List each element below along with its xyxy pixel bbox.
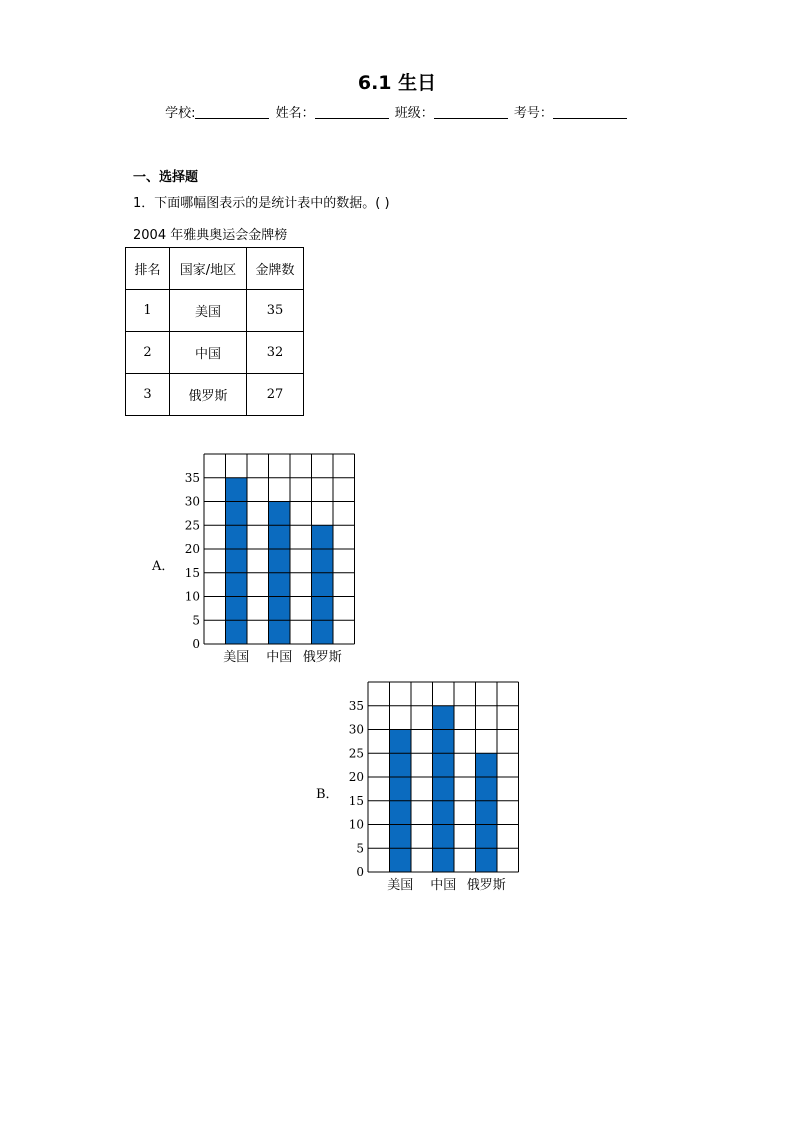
category-label: 美国 [223, 650, 250, 665]
bar [226, 478, 248, 644]
table-header-cell: 金牌数 [247, 248, 304, 290]
name-label: 姓名： [275, 106, 315, 121]
class-label: 班级： [394, 106, 434, 121]
table-row [126, 332, 304, 374]
medal-table [125, 247, 304, 416]
y-tick-label: 35 [348, 698, 364, 713]
bar-chart-option-b [334, 678, 534, 898]
y-tick-label: 35 [184, 470, 200, 485]
bar [312, 525, 334, 644]
school-label: 学校: [165, 106, 196, 121]
table-caption: 2004 年雅典奥运会金牌榜 [133, 228, 288, 243]
name-blank [315, 104, 389, 119]
table-cell: 中国 [170, 332, 247, 374]
y-tick-label: 10 [348, 817, 364, 832]
school-blank [195, 104, 269, 119]
y-tick-label: 30 [348, 722, 364, 737]
y-tick-label: 30 [184, 494, 200, 509]
option-a-label: A． [152, 559, 175, 574]
y-tick-label: 5 [192, 613, 200, 628]
class-blank [434, 104, 508, 119]
option-b-label: B． [316, 787, 339, 802]
y-tick-label: 20 [184, 542, 200, 556]
bar [433, 706, 455, 872]
category-label: 美国 [387, 878, 414, 893]
bar-chart-option-a [170, 450, 370, 670]
category-label: 中国 [430, 878, 457, 893]
y-tick-label: 25 [348, 746, 364, 761]
table-row [126, 290, 304, 332]
table-header-row [126, 248, 304, 290]
table-cell: 俄罗斯 [170, 374, 247, 416]
exam-no-label: 考号： [513, 106, 553, 121]
table-cell: 3 [126, 374, 170, 416]
bar [476, 753, 498, 872]
table-cell: 27 [247, 374, 304, 416]
student-info-line [0, 102, 794, 121]
category-label: 中国 [266, 650, 293, 665]
table-cell: 2 [126, 332, 170, 374]
table-header-cell: 排名 [126, 248, 170, 290]
y-tick-label: 25 [184, 518, 200, 533]
y-tick-label: 20 [348, 770, 364, 784]
question-text: 1．下面哪幅图表示的是统计表中的数据。( ) [133, 196, 390, 211]
table-cell: 32 [247, 332, 304, 374]
exam-no-blank [553, 104, 627, 119]
y-tick-label: 15 [348, 793, 364, 808]
category-label: 俄罗斯 [466, 878, 506, 893]
table-cell: 美国 [170, 290, 247, 332]
table-row [126, 374, 304, 416]
y-tick-label: 15 [184, 565, 200, 580]
page-title: 6.1 生日 [357, 72, 437, 94]
table-cell: 35 [247, 290, 304, 332]
y-tick-label: 10 [184, 589, 200, 604]
table-cell: 1 [126, 290, 170, 332]
table-header-cell: 国家/地区 [170, 248, 247, 290]
y-tick-label: 0 [356, 865, 364, 879]
y-tick-label: 0 [192, 637, 200, 651]
category-label: 俄罗斯 [302, 650, 342, 665]
section-title: 一、选择题 [133, 170, 199, 185]
y-tick-label: 5 [356, 841, 364, 856]
